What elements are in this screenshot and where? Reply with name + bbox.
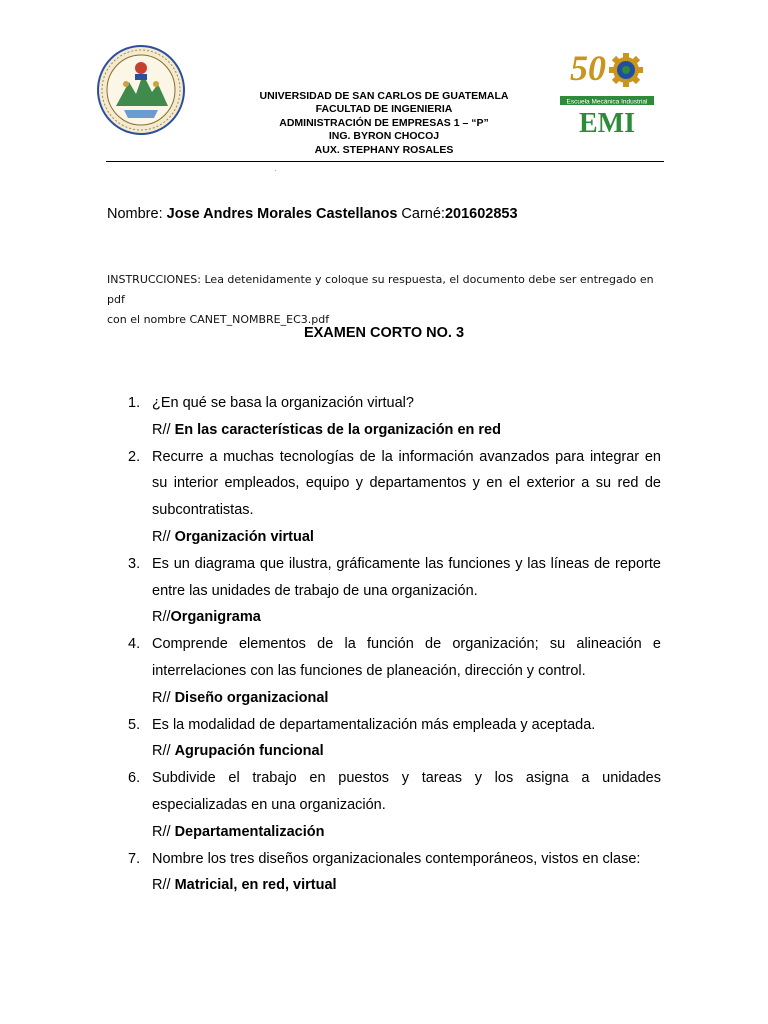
header-divider (106, 161, 664, 162)
emi-logo-text: EMI (579, 108, 635, 134)
instructions (107, 270, 667, 330)
question-number: 3. (128, 555, 141, 572)
question-text: Comprende elementos de la función de organización; su alineación e interrelaciones con las funciones de planeación, dirección y control. (152, 636, 661, 679)
assistant-name: AUX. STEPHANY ROSALES (314, 143, 454, 156)
emi-logo-banner: Escuela Mecánica Industrial (566, 98, 648, 106)
student-name: Jose Andres Morales Castellanos (166, 206, 398, 222)
answer-prefix: R// (152, 421, 171, 438)
question-item-1 (0, 390, 768, 444)
emi-logo-icon (556, 50, 656, 134)
question-number: 4. (128, 636, 141, 653)
question-number: 6. (128, 770, 141, 787)
student-info (107, 206, 518, 222)
answer-text: Agrupación funcional (174, 743, 324, 760)
question-item-2 (0, 444, 768, 551)
answer-text: En las características de la organización en red (174, 421, 501, 438)
question-item-4 (0, 631, 768, 711)
answer (152, 524, 768, 551)
question-text: Es la modalidad de departamentalización más empleada y aceptada. (152, 716, 596, 733)
answer-prefix: R// (152, 877, 171, 894)
faculty-name: FACULTAD DE INGENIERIA (315, 103, 453, 116)
name-label: Nombre: (107, 206, 163, 222)
answer-text: Diseño organizacional (174, 689, 329, 706)
answer-prefix: R// (152, 689, 171, 706)
emi-logo-number: 50 (570, 50, 606, 88)
answer-prefix: R// (152, 743, 171, 760)
document-header (0, 0, 768, 175)
question-text: Es un diagrama que ilustra, gráficamente las funciones y las líneas de reporte entre las unidades de trabajo de una organización. (152, 555, 661, 599)
instructions-line-1: INSTRUCCIONES: Lea detenidamente y coloque su respuesta, el documento debe ser entregado en pdf (107, 273, 654, 306)
answer (152, 685, 768, 712)
answer-text: Departamentalización (174, 823, 325, 840)
student-carne: 201602853 (444, 206, 518, 222)
answer-text: Organigrama (170, 609, 261, 626)
answer (152, 604, 768, 631)
question-number: 5. (128, 716, 141, 733)
question-number: 7. (128, 850, 141, 867)
question-item-5 (0, 712, 768, 766)
question-number: 2. (128, 448, 141, 465)
exam-title: EXAMEN CORTO NO. 3 (303, 325, 465, 341)
answer-text: Matricial, en red, virtual (174, 877, 337, 894)
carne-label: Carné: (401, 206, 445, 222)
answer-prefix: R// (152, 528, 171, 545)
question-text: Nombre los tres diseños organizacionales contemporáneos, vistos en clase: (152, 850, 641, 867)
question-list (0, 390, 768, 899)
question-item-6 (0, 765, 768, 845)
answer-prefix: R// (152, 609, 171, 626)
question-text: Recurre a muchas tecnologías de la información avanzados para integrar en su interior empleados, equipo y departamentos y en el exterior a su red de subcontratistas. (152, 448, 661, 519)
course-name: ADMINISTRACIÓN DE EMPRESAS 1 – “P” (279, 116, 489, 129)
institution-header (234, 90, 534, 157)
answer (152, 872, 768, 899)
answer-prefix: R// (152, 823, 171, 840)
answer (152, 738, 768, 765)
question-text: ¿En qué se basa la organización virtual? (152, 395, 414, 411)
answer (152, 819, 768, 846)
professor-name: ING. BYRON CHOCOJ (328, 130, 440, 143)
divider-mark: · (274, 166, 277, 175)
question-item-7 (0, 846, 768, 900)
question-number: 1. (128, 395, 141, 411)
answer (152, 417, 768, 444)
question-text: Subdivide el trabajo en puestos y tareas y los asigna a unidades especializadas en una organización. (152, 770, 661, 813)
question-item-3 (0, 551, 768, 631)
usac-seal-icon (96, 44, 186, 136)
answer-text: Organización virtual (174, 528, 314, 545)
university-name: UNIVERSIDAD DE SAN CARLOS DE GUATEMALA (259, 90, 509, 102)
instructions-line-2: con el nombre CANET_NOMBRE_EC3.pdf (107, 313, 330, 326)
